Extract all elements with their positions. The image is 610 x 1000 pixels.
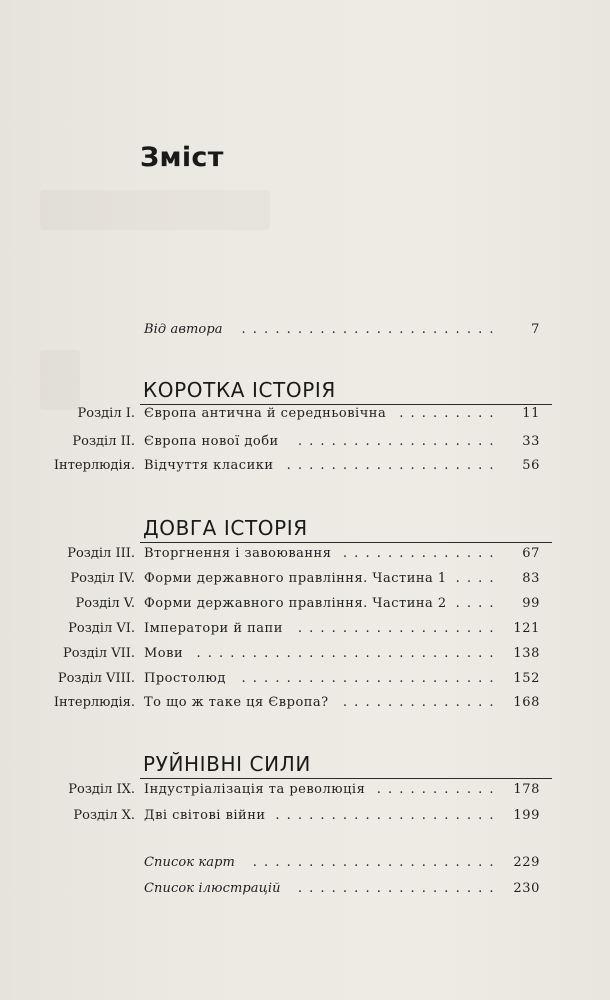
toc-page-number: 67 xyxy=(522,546,540,561)
toc-entry-title: То що ж таке ця Європа? xyxy=(144,695,329,710)
toc-page-number: 138 xyxy=(513,646,540,661)
toc-entry-title: Простолюд xyxy=(144,671,226,686)
chapter-label: Розділ ІІІ. xyxy=(67,546,135,561)
toc-entry-title: Список ілюстрацій xyxy=(144,881,281,896)
toc-entry-title: Дві світові війни xyxy=(144,808,266,823)
toc-entry-title: Форми державного правління. Частина 2 xyxy=(144,596,447,611)
section-title: ДОВГА ІСТОРІЯ xyxy=(143,516,308,540)
dot-leader: . . . . xyxy=(455,571,495,586)
toc-entry-title: Вторгнення і завоювання xyxy=(144,546,332,561)
bleed-through-shadow xyxy=(40,350,80,410)
chapter-label: Інтерлюдія. xyxy=(53,458,135,473)
dot-leader: . . . . . . . . . . . . . . . . . . . . . . . . . . . xyxy=(196,646,495,661)
toc-entry-title: Від автора xyxy=(144,322,223,337)
toc-entry[interactable] xyxy=(0,643,560,665)
dot-leader: . . . . . . . . . . . . . . . . . . . . . . . xyxy=(241,671,495,686)
chapter-label: Інтерлюдія. xyxy=(53,695,135,710)
dot-leader: . . . . . . . . . . . . . . xyxy=(342,546,495,561)
toc-entry[interactable] xyxy=(0,805,560,827)
bleed-through-shadow xyxy=(40,190,270,230)
toc-entry-title: Імператори й папи xyxy=(144,621,283,636)
toc-page-number: 99 xyxy=(522,596,540,611)
dot-leader: . . . . . . . . . . . . . . . . . . xyxy=(297,621,495,636)
chapter-label: Розділ VI. xyxy=(68,621,135,636)
toc-entry[interactable] xyxy=(0,403,560,425)
page-title: Зміст xyxy=(140,142,224,173)
toc-entry-title: Відчуття класики xyxy=(144,458,274,473)
toc-page-number: 199 xyxy=(513,808,540,823)
toc-entry[interactable] xyxy=(0,431,560,453)
toc-entry-title: Список карт xyxy=(144,855,235,870)
toc-entry[interactable] xyxy=(0,455,560,477)
toc-entry[interactable] xyxy=(0,779,560,801)
toc-entry[interactable] xyxy=(0,543,560,565)
toc-entry-title: Мови xyxy=(144,646,184,661)
toc-entry[interactable] xyxy=(0,593,560,615)
toc-page-number: 168 xyxy=(513,695,540,710)
chapter-label: Розділ І. xyxy=(77,406,135,421)
toc-page-number: 121 xyxy=(513,621,540,636)
dot-leader: . . . . . . . . . . . . . . . . . . xyxy=(297,881,495,896)
toc-page-number: 33 xyxy=(522,434,540,449)
chapter-label: Розділ V. xyxy=(75,596,135,611)
toc-entry-intro[interactable] xyxy=(0,319,560,341)
toc-entry-appendix[interactable] xyxy=(0,852,560,874)
chapter-label: Розділ VIII. xyxy=(57,671,135,686)
chapter-label: Розділ VII. xyxy=(62,646,135,661)
dot-leader: . . . . . . . . . . . . . . . . . . xyxy=(297,434,495,449)
toc-entry[interactable] xyxy=(0,568,560,590)
toc-page-number: 178 xyxy=(513,782,540,797)
toc-entry-title: Індустріалізація та революція xyxy=(144,782,366,797)
dot-leader: . . . . . . . . . . . . . . . . . . . xyxy=(286,458,495,473)
dot-leader: . . . . . . . . . . . . . . . . . . . . . . xyxy=(252,855,495,870)
dot-leader: . . . . xyxy=(455,596,495,611)
dot-leader: . . . . . . . . . xyxy=(399,406,495,421)
toc-page-number: 11 xyxy=(522,406,540,421)
dot-leader: . . . . . . . . . . . . . . . . . . . . . . . xyxy=(241,322,495,337)
toc-entry-title: Європа антична й середньовічна xyxy=(144,406,387,421)
toc-page-number: 56 xyxy=(522,458,540,473)
toc-entry-appendix[interactable] xyxy=(0,878,560,900)
toc-entry-title: Форми державного правління. Частина 1 xyxy=(144,571,447,586)
section-title: РУЙНІВНІ СИЛИ xyxy=(143,752,311,776)
toc-entry-title: Європа нової доби xyxy=(144,434,279,449)
section-title: КОРОТКА ІСТОРІЯ xyxy=(143,378,336,402)
dot-leader: . . . . . . . . . . . xyxy=(376,782,495,797)
chapter-label: Розділ ІІ. xyxy=(72,434,135,449)
chapter-label: Розділ X. xyxy=(73,808,135,823)
toc-entry[interactable] xyxy=(0,692,560,714)
toc-entry[interactable] xyxy=(0,618,560,640)
dot-leader: . . . . . . . . . . . . . . xyxy=(342,695,495,710)
toc-page-number: 230 xyxy=(513,881,540,896)
toc-page-number: 152 xyxy=(513,671,540,686)
toc-page-number: 83 xyxy=(522,571,540,586)
toc-entry[interactable] xyxy=(0,668,560,690)
chapter-label: Розділ IX. xyxy=(68,782,135,797)
dot-leader: . . . . . . . . . . . . . . . . . . . . xyxy=(275,808,495,823)
chapter-label: Розділ IV. xyxy=(70,571,135,586)
toc-page-number: 7 xyxy=(531,322,540,337)
toc-page-number: 229 xyxy=(513,855,540,870)
